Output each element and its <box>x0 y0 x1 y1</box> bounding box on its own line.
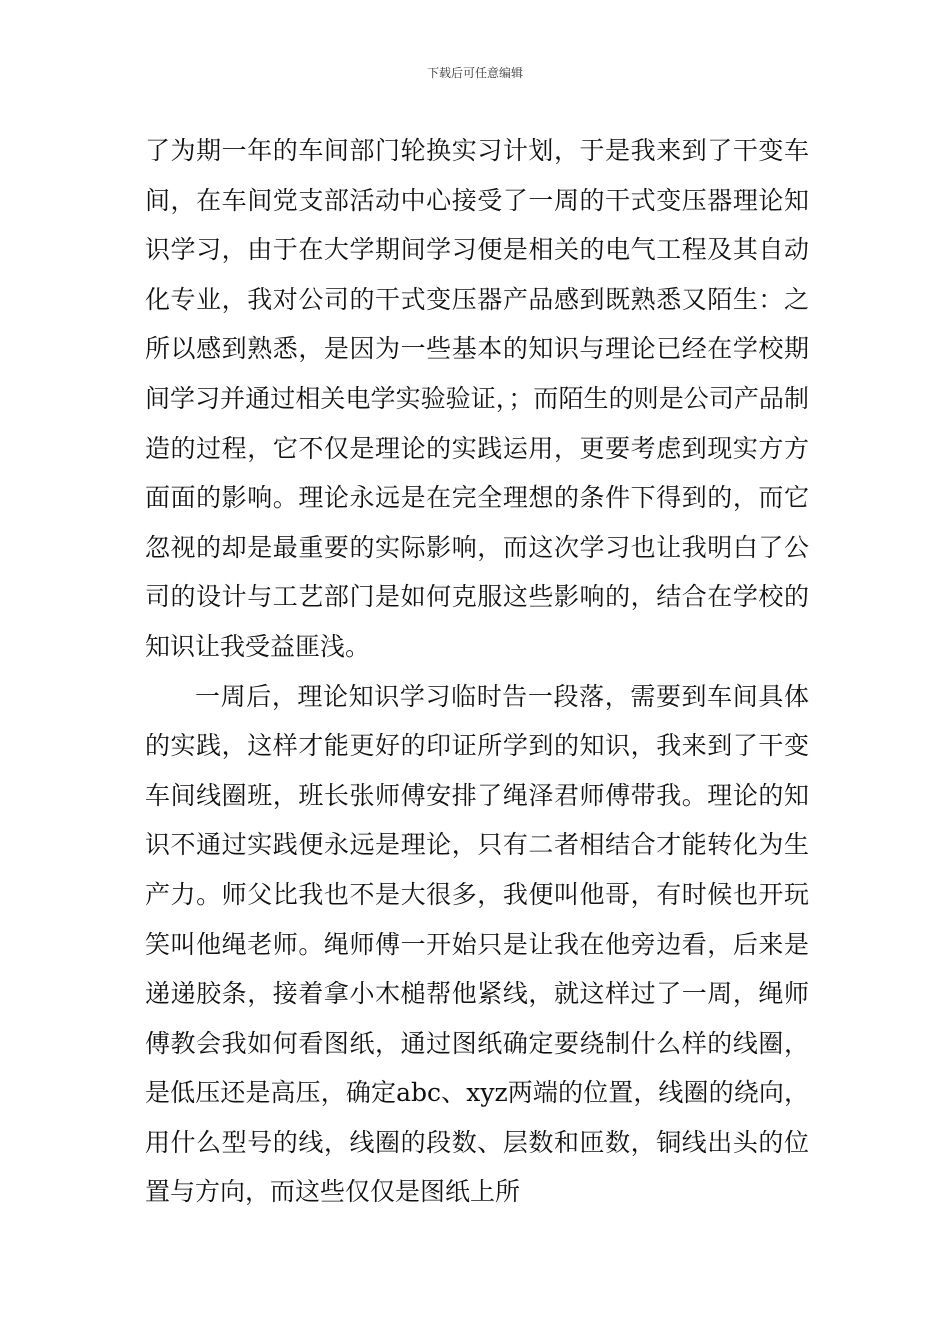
paragraph-1: 了为期一年的车间部门轮换实习计划，于是我来到了干变车间，在车间党支部活动中心接受了一周的干式变压器理论知识学习，由于在大学期间学习便是相关的电气工程及其自动化专业，我对公司的干式变压器产品感到既熟悉又陌生：之所以感到熟悉，是因为一些基本的知识与理论已经在学校期间学习并通过相关电学实验验证，；而陌生的则是公司产品制造的过程，它不仅是理论的实践运用，更要考虑到现实方方面面的影响。理论永远是在完全理想的条件下得到的，而它忽视的却是最重要的实际影响，而这次学习也让我明白了公司的设计与工艺部门是如何克服这些影响的，结合在学校的知识让我受益匪浅。 <box>145 136 809 661</box>
document-body <box>145 126 809 1217</box>
page-header: 下载后可任意编辑 <box>426 66 523 80</box>
paragraph-2: 一周后，理论知识学习临时告一段落，需要到车间具体的实践，这样才能更好的印证所学到的知识，我来到了干变车间线圈班，班长张师傅安排了绳泽君师傅带我。理论的知识不通过实践便永远是理论，只有二者相结合才能转化为生产力。师父比我也不是大很多，我便叫他哥，有时候也开玩笑叫他绳老师。绳师傅一开始只是让我在他旁边看，后来是递递胶条，接着拿小木槌帮他紧线，就这样过了一周，绳师傅教会我如何看图纸，通过图纸确定要绕制什么样的线圈，是低压还是高压，确定abc、xyz两端的位置，线圈的绕向，用什么型号的线，线圈的段数、层数和匝数，铜线出头的位置与方向，而这些仅仅是图纸上所 <box>145 681 809 1207</box>
